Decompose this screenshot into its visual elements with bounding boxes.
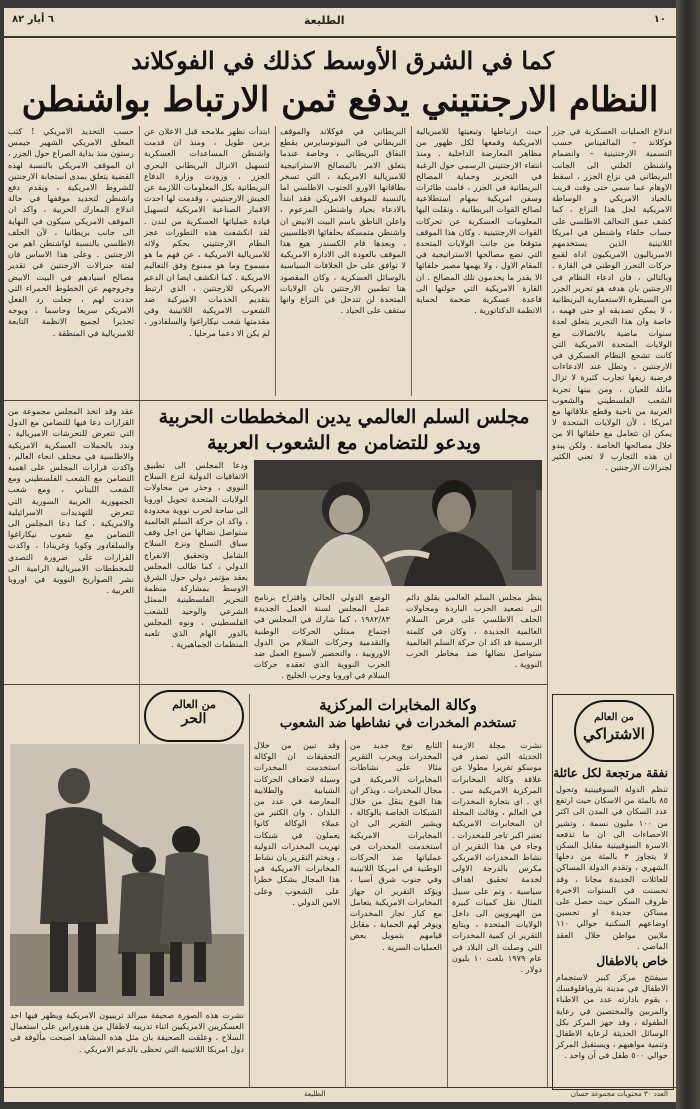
column-rule	[547, 694, 548, 1088]
column-rule	[345, 740, 346, 1088]
peace-photo-caption: ينظر مجلس السلم العالمي بقلق دائم الى تصعيد الحرب الباردة ومحاولات الحلف الاطلسي على فرض السلام العالمية الجديدة ، وكان في كلمته الرسمية قد اكد ان حركة السلم العالمية ستواصل نضالها ضد مخاطر الحرب النووية .	[406, 592, 542, 670]
socialist-item1-text: تنظم الدولة السوفييتية وتحول ٨٥ بالمئة من الاسكان حيث ارتفع عدد السكان في المدن الى اكثر من ١٠٠ مليون نسمة ، وتشير الاحصاءات الى ان ما تدفعه الاسرة السوفييتية مقابل السكن لا يتجاوز ٣ بالمئة من دخلها الشهري ، وتقدم الدولة المساكن للعائلات الجديدة مجانا ، وقد تحسنت في السنوات الاخيرة ظروف السكن حيث حصل على مساكن جديدة او تحسين اوضاعهم السكنية حوالي ١١٠ ملايين مواطن خلال العقد الماضي .	[556, 784, 668, 951]
main-article-column-3: البريطاني في فوكلاند والموقف البريطاني في البيونوسايرس يقطع النفاق البريطاني ، وخاصة عندما يتعلق الامر بالمصالح الاستراتيجية للامبريالية الامريكية ، التي تسخر بطاقاتها الاورو الجنوب الاطلسي اما بالنسبة للموقف الامريكي فقد ابتدأ بالادعاء بحياد واشنطن المزعوم ، واعلن الناطق باسم البيت الابيض ان واشنطن متمسكة بحلفائها الاطلسيين ، وبعدها قام الكسندر هيغ هذا الموقف بالعودة الى الادارة الامريكية لا توافق على حل الخلافات السياسية بالوسائل العسكرية ، وكان المقصود هنا تطمين الارجنتين بان الولايات المتحدة لن تتدخل في النزاع وانها ستقف على الحياد .	[280, 126, 406, 316]
peace-article-column-b: ودعا المجلس الى تطبيق الاتفاقيات الدولية لنزع السلاح النووي ، وحذر من محاولات الولايات المتحدة تحويل اوروبا الى ساحة لحرب نووية محدودة ، واكد ان حركة السلم العالمية ستواصل نضالها من اجل وقف سباق التسلح ونزع السلاح الشامل وتحقيق الانفراج الدولي ، كما طالب المجلس بعقد مؤتمر دولي حول الشرق الاوسط بمشاركة منظمة التحرير الفلسطينية الممثل الشرعي والوحيد للشعب الفلسطيني ، ونوه المجلس بالدور الهام الذي تلعبه المنظمات الجماهيرية .	[144, 460, 248, 650]
cia-article-title-1: وكالة المخابرات المركزية	[319, 696, 477, 714]
cia-article-title-2: تستخدم المخدرات في نشاطها ضد الشعوب	[279, 716, 517, 731]
headline-main: النظام الارجنتيني يدفع ثمن الارتباط بواشنطن	[21, 80, 659, 120]
socialist-item2-title: خاص بالاطفال	[596, 954, 668, 968]
peace-photo-caption-2: الوضع الدولي الحالي واقتراح برنامج عمل المجلس لسنة العمل الجديدة ١٩٨٢/٨٣ ، كما شارك في المجلس في اجتماع ممثلي الحركات الوطنية والتقدمية وحركات السلام من الدول الاوروبية ، والتحضير لأسبوع العمل ضد الحرب النووية الذي تعقده حركات السلام في اوروبا وحرب الخليج .	[254, 592, 390, 681]
column-rule	[139, 126, 140, 786]
peace-article-title-2: ويدعو للتضامن مع الشعوب العربية	[207, 432, 481, 454]
photo-soldier-children-icon	[10, 744, 244, 1006]
footer-label: الطليعة	[304, 1090, 326, 1098]
main-article-column-5: حسب التحديد الامريكي ! كتب المعلق الامريكي الشهير جيمس رستون منذ بداية الصراع حول الجزر ، ان الموقف الامريكي بالنسبة لهذه القضية يتعلق بمدى استجابة الارجنتين للشروط الامريكية ، ويقدم دفع واشنطن لتحديد موقفها في حالة اندلاع المعارك الحربية ، واكد ان الموقف الامريكي سيكون في النهاية الى جانب بريطانيا ، لأن الحلف الاطلسي بالنسبة لواشنطن اهم من الارجنتين . وعلى هذا الاساس فان لفتة جنرالات الارجنتين في تقدير مصالح اسيادهم في البيت الابيض وخروجهم عن الخطوط الحمراء التي حددت لهم ، جعلت رد الفعل الامريكي سريعا وحاسما ، ويوجه تحذيرا لجميع الانظمة التابعة للامبريالية في المنطقة .	[8, 126, 134, 338]
photo-feature-caption: نشرت هذه الصورة صحيفة ميرالد تريبيون الامريكية ويظهر فيها احد العسكريين الامريكيين اثناء تدريبه لاطفال من هندوراس على استعمال السلاح ، وعلقت الصحيفة بان مثل هذه المشاهد اصبحت مألوفة في دول امريكا اللاتينية التي تحظى بالدعم الامريكي .	[10, 1010, 244, 1054]
peace-article-title-1: مجلس السلم العالمي يدين المخططات الحربية	[158, 406, 530, 428]
header-page-number: ١٠	[653, 14, 666, 25]
free-world-badge-line1: من العالم	[172, 698, 216, 711]
world-socialist-badge-line1: من العالم	[594, 712, 634, 723]
main-article-column-2: حيث ارتباطها وتبعيتها للامبريالية الامريكية وقمعها لكل ظهور من مظاهر المعارضة الداخلية . ومنذ انتفاء الارجنتيني الرسمي حول الرغبة في التحرير وحماية المصالح البريطانية في الجزر ، قامت طائرات وسفن امريكية بمهام استطلاعية لصالح القوات البريطانية ، ونقلت اليها المعلومات العسكرية عن تحركات القوات الارجنتينية . وكان هذا الموقف متوقعا من جانب الولايات المتحدة التي تضع مصالحها الاستراتيجية في المقام الاول ، ولا يهمها مصير حلفائها الا بقدر ما يخدمون تلك المصالح . ان القارة الامريكية التي حولتها الى قاعدة عسكرية ضخمة لحماية الانظمة الدكتاتورية .	[416, 126, 542, 316]
column-rule	[411, 126, 412, 396]
column-rule	[249, 694, 250, 1088]
column-rule	[275, 126, 276, 396]
world-socialist-badge	[574, 700, 654, 762]
headline-kicker: كما في الشرق الأوسط كذلك في الفوكلاند	[131, 46, 554, 75]
footer-issue: العدد ٣٠ محتويات مجموعة حسان	[570, 1090, 668, 1098]
main-article-column-4: ابتدأت تظهر ملامحه قبل الاعلان عن بزمن طويل ، ومنذ ان قدمت واشنطن المساعدات العسكرية لتسهيل الانزال البريطاني البحري الجزر ، وزودت وزارة الدفاع البريطانية بكل المعلومات اللازمة عن الجيش الارجنتيني ، وقدمت لها احدث الاقمار الصناعية الامريكية لتسهيل قيادة عملياتها العسكرية من لندن . لقد انكشفت هذه التطورات عجز النظام الارجنتيني بحكم ولائه للامبريالية الامريكية ، عن فهم ما هو مسموح وما هو ممنوع وفق التعاليم الامريكية . كما انكشف ايضا ان الدعم الامريكي للارجنتين ، الذي ارتبط بتقديم الخدمات الاميركية ضد الشعوب الامريكية اللاتينية وفي مقدمتها شعب نيكاراغوا والسلفادور ، لم يكن الا دعما مرحليا .	[144, 126, 270, 338]
column-rule	[447, 740, 448, 1088]
newspaper-page	[4, 8, 676, 1102]
peace-council-photo	[254, 460, 542, 586]
free-world-badge-line2: الحر	[181, 711, 207, 727]
section-rule	[4, 400, 547, 401]
header-section: الطليعة	[304, 14, 345, 27]
socialist-item2-text: سيفتتح مركز كبير لاستجمام الاطفال في مدينة بتروبافلوفسك ، يقوم بادارته عدد من الاطباء والمربين والمختصين في رعاية الطفولة ، وقد جهز المركز بكل الوسائل الحديثة لرعاية الاطفال وتنمية مواهبهم ، ويستقبل المركز حوالي ٥٠٠ طفل في آن واحد .	[556, 972, 668, 1061]
section-rule	[4, 684, 547, 685]
column-rule	[547, 126, 548, 786]
free-world-badge	[144, 690, 244, 742]
book-binding	[676, 0, 700, 1109]
world-socialist-badge-line2: الاشتراكي	[583, 725, 645, 743]
photo-two-men-icon	[254, 460, 542, 586]
cia-article-column-b: التابع نوع جديد من المخدرات ويحرب التقرير مثالا على نشاطات المخابرات الامريكية في مجال المخدرات ، ويذكر ان هذا النوع ينقل من خلال الشبكات الخاصة بالوكالة ، ويشير التقرير الى ان المخابرات الامريكية استخدمت المخدرات في عملياتها ضد الحركات الوطنية في امريكا اللاتينية وفي جنوب شرق آسيا ، ويؤكد التقرير ان جهاز المخابرات الامريكية يتعامل مع كبار تجار المخدرات ويوفر لهم الحماية ، مقابل قيامهم بتمويل بعض العمليات السرية .	[350, 740, 442, 952]
main-article-column-1: اندلاع العمليات العسكرية في جزر فوكلاند – المالفيناس حسب التسمية الارجنتينية – وانضمام واشنطن العلني الى الجانب البريطاني في نزاع الجزر ، اسقط الاوهام عما سمي حتى وقت قريب بالحياد الامريكي و الوساطة الامريكية لحل هذا النزاع ، كما كشف عمق التحالف الاطلسي على حساب حلفاء واشنطن في امريكا اللاتينية الذين يستخدمهم الامبرياليون الامريكيون اداة لقمع حركات التحرر الوطني في القارة . وبالتالي ، فان ادعاء النظام في الارجنتين بان هدفه هو تحرير الجزر من السيطرة الاستعمارية البريطانية ، لا يمكن تصديقه او حتى فهمه ، خاصة وان هذا التحرير يتعلق لعدة سنوات ماضية بالاتصالات مع الولايات المتحدة الامريكية التي كانت تشجع النظام العسكري في الارجنتين ، وتطل عند الادعاءات فرضية زيفها تجارب كثيرة لا تزال ماثلة للعيان ، ومن بينها تجربة الشعب الفلسطيني والشعوب العربية من ناحية وقطع علاقاتها مع امريكا ، لأن الولايات المتحدة لا يمكن ان تتعامل مع حلفائها الا من خلال مصالحها الخاصة . ولكن يبدو ان هذه التجارب لا تعني الكثير لجنرالات الارجنتين .	[552, 126, 672, 473]
page-header	[4, 8, 676, 38]
header-date: ٦ أيار ٨٢	[12, 14, 54, 25]
socialist-item1-title: نفقة مرتجعة لكل عائلة	[553, 766, 668, 780]
page-footer	[4, 1087, 676, 1102]
soldier-children-photo	[10, 744, 244, 1006]
cia-article-column-c: وقد تبين من خلال التحقيقات ان الوكالة استخدمت المخدرات وسيلة لاضعاف الحركات الشبابية والطلابية المعارضة في عدد من البلدان ، وان الكثير من عملاء الوكالة كانوا يعملون في شبكات تهريب المخدرات الدولية ، ويختم التقرير بان نشاط المخابرات الامريكية في هذا المجال يشكل خطرا على الشعوب وعلى الامن الدولي .	[254, 740, 340, 907]
peace-article-column-a: عقد وقد اتخذ المجلس مجموعة من القرارات دعا فيها للتضامن مع الدول التي تتعرض للتحرشات الامبريالية ، وندد بالحملات العسكرية الامريكية والاطلسية في مختلف انحاء العالم ، واكدت قرارات المجلس على اهمية التضامن مع الشعب الفلسطيني ومع الشعب اللبناني ، ومع شعب الجمهورية العربية السورية التي تتعرض للتهديدات الاسرائيلية والامريكية ، كما دعا المجلس الى التضامن مع شعوب نيكاراغوا والسلفادور وكوبا وغرينادا ، واكدت القرارات على ضرورة التصدي للمخططات الامبريالية الرامية الى نشر الصواريخ النووية في اوروبا الغربية .	[8, 406, 134, 596]
cia-article-column-a: نشرت مجلة الازمنة الحديثة التي تصدر في موسكو تقريرا مطولا عن علاقة وكالة المخابرات المركزية الامريكية سي . اي . اي بتجارة المخدرات في العالم ، وقالت المجلة ان المخابرات الامريكية تعتبر اكبر تاجر للمخدرات . وجاء في هذا التقرير ان نشاط المخدرات الامريكي مكرس بالدرجة الاولى لخدمة تحقيق اهداف سياسية ، وتم على سبيل المثال نقل كميات كبيرة من الهيرويين الى داخل الولايات المتحدة ، ويتابع التقرير ان كمية المخدرات التي وصلت الى البلاد في عام ١٩٧٩ بلغت ١٠ بليون دولار .	[452, 740, 543, 975]
